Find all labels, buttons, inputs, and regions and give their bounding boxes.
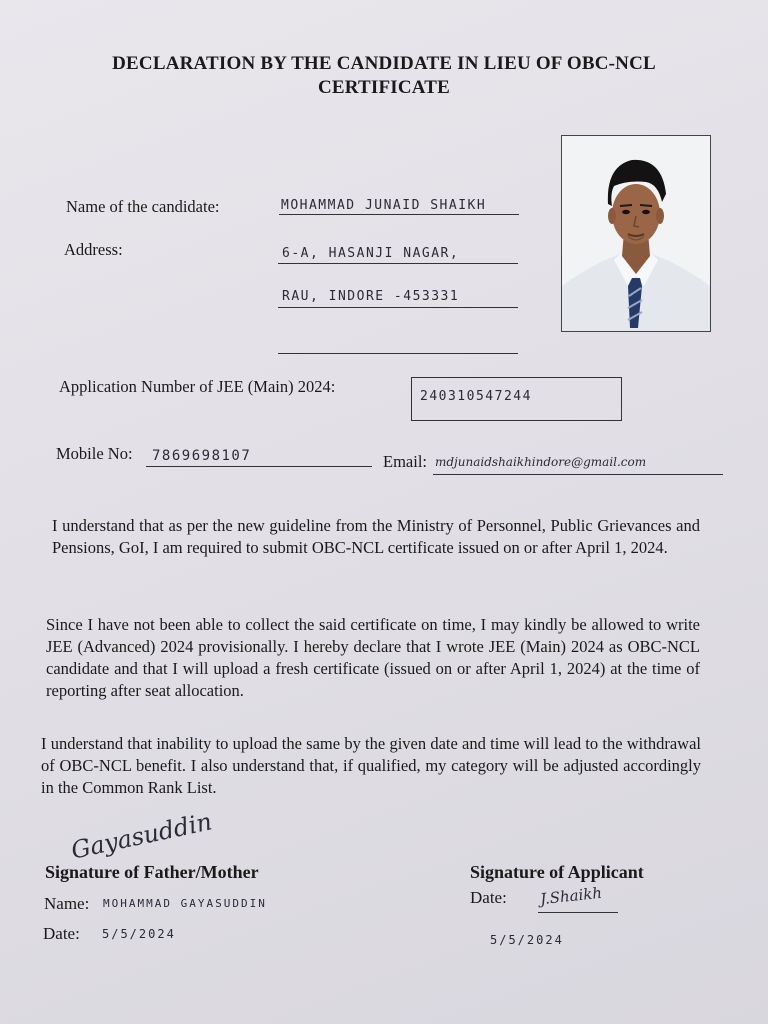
- parent-signature: Gayasuddin: [68, 807, 215, 865]
- mobile-value: 7869698107: [152, 448, 252, 464]
- candidate-name-value: MOHAMMAD JUNAID SHAIKH: [281, 198, 487, 213]
- address-label: Address:: [64, 240, 123, 259]
- declaration-paragraph-2: Since I have not been able to collect the said certificate on time, I may kindly be allowed to write JEE (Advanced) 2024 provisionally. I hereby declare that I wrote JEE (Main) 2024 as OBC-NCL candidate and that I will upload a fresh certificate (issued on or after April 1, 2024) at the time of reporting after seat allocation.: [46, 615, 700, 700]
- parent-name-value: MOHAMMAD GAYASUDDIN: [103, 897, 267, 910]
- address-line-1-rule: [278, 263, 518, 264]
- applicant-date-value: 5/5/2024: [490, 933, 564, 947]
- candidate-name-line: [279, 214, 519, 215]
- declaration-paragraph-1: I understand that as per the new guideline from the Ministry of Personnel, Public Grievances and Pensions, GoI, I am required to submit OBC-NCL certificate issued on or after April 1, 2024.: [52, 516, 700, 557]
- parent-signature-heading: Signature of Father/Mother: [45, 862, 259, 882]
- page-title: DECLARATION BY THE CANDIDATE IN LIEU OF OBC-NCL CERTIFICATE: [112, 53, 656, 98]
- candidate-name-label: Name of the candidate:: [66, 197, 220, 216]
- application-number-box: [411, 377, 622, 421]
- mobile-line: [146, 466, 372, 467]
- parent-date-value: 5/5/2024: [102, 927, 176, 941]
- applicant-signature-underline: [538, 912, 618, 913]
- application-number-label: Application Number of JEE (Main) 2024:: [59, 377, 336, 396]
- address-line-2-rule: [278, 307, 518, 308]
- declaration-paragraph-3: I understand that inability to upload the same by the given date and time will lead to the withdrawal of OBC-NCL benefit. I also understand that, if qualified, my category will be adjusted accordingly in the Common Rank List.: [41, 734, 701, 797]
- applicant-signature: J.Shaikh: [539, 883, 603, 909]
- candidate-photo-image: [562, 136, 710, 331]
- candidate-photo: [561, 135, 711, 332]
- address-line-1: 6-A, HASANJI NAGAR,: [282, 246, 460, 261]
- email-label: Email:: [383, 452, 427, 471]
- address-line-2: RAU, INDORE -453331: [282, 289, 460, 304]
- mobile-label: Mobile No:: [56, 444, 133, 463]
- applicant-signature-heading: Signature of Applicant: [470, 862, 644, 882]
- parent-date-label: Date:: [43, 924, 80, 943]
- email-value: mdjunaidshaikhindore@gmail.com: [435, 455, 647, 469]
- email-line: [433, 474, 723, 475]
- parent-name-label: Name:: [44, 894, 90, 913]
- applicant-date-label: Date:: [470, 888, 507, 907]
- application-number-value: 240310547244: [420, 389, 532, 404]
- address-line-3-rule: [278, 353, 518, 354]
